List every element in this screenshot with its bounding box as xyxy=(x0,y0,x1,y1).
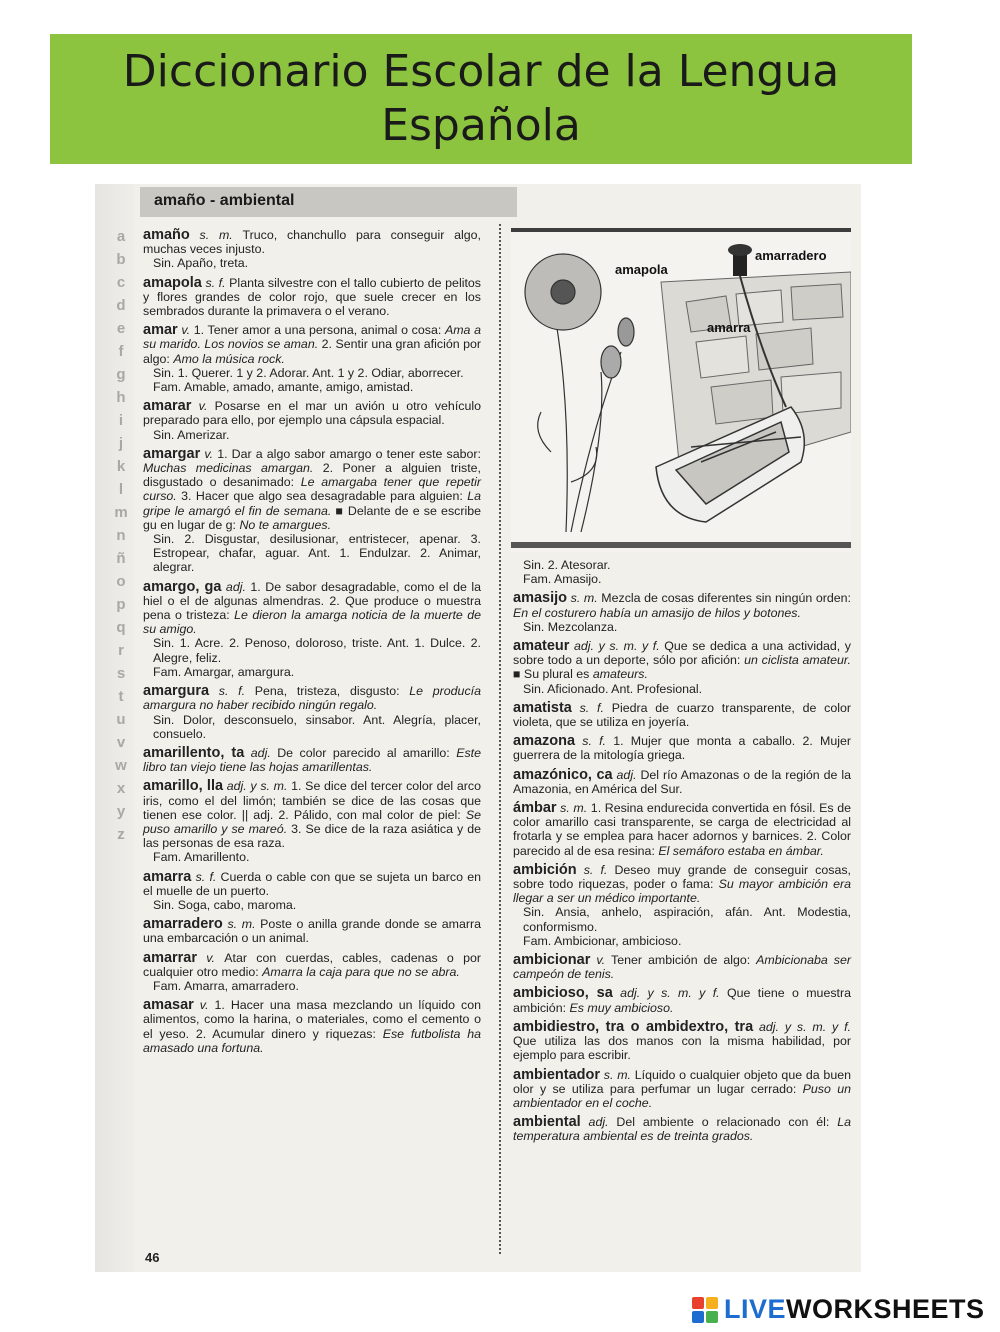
entry-example: amateurs. xyxy=(592,667,648,682)
left-column xyxy=(143,228,481,1060)
entry-definition: Que se dedica a una actividad, y sobre todo a un deporte, sólo por afición: xyxy=(513,639,851,668)
entry-grammar: v. xyxy=(200,446,218,461)
entry-grammar: adj. y s. m. y f. xyxy=(569,639,665,654)
entry-headword: ambicionar xyxy=(513,952,591,969)
dictionary-entry xyxy=(143,870,481,913)
entry-headword: ambidiestro, tra o ambidextro, tra xyxy=(513,1018,754,1035)
entry-note: Sin. Dolor, desconsuelo, sinsabor. Ant. Alegría, placer, consuelo. xyxy=(153,712,481,741)
entry-grammar: s. m. xyxy=(222,917,261,932)
dictionary-entry xyxy=(143,746,481,774)
entry-example: La gripe le amargó el fin de semana. xyxy=(143,489,481,518)
illustration xyxy=(511,228,851,552)
entry-note: Fam. Amasijo. xyxy=(523,572,602,587)
thumb-index-letter: i xyxy=(118,412,124,429)
thumb-index-letter: r xyxy=(118,642,124,659)
entry-grammar: s. m. xyxy=(600,1067,635,1082)
entry-example: En el costurero había un amasijo de hilos y botones. xyxy=(513,605,801,620)
entry-headword: amasijo xyxy=(513,590,567,607)
entry-grammar: adj. xyxy=(580,1115,617,1130)
thumb-index-letter: z xyxy=(117,826,125,843)
entry-grammar: adj. y s. m. y f. xyxy=(612,986,727,1001)
entry-grammar: v. xyxy=(193,998,215,1013)
entry-definition: 2. Poner a alguien triste, disgustado o desanimado: xyxy=(143,461,481,490)
dictionary-entry xyxy=(143,779,481,864)
entry-definition: ■ Delante de e se escribe gu en lugar de g: xyxy=(143,503,481,532)
entry-headword: amazona xyxy=(513,733,576,750)
entry-definition: Cuerda o cable con que se sujeta un barco en el muelle de un puerto. xyxy=(143,869,481,898)
dictionary-entry xyxy=(513,768,851,796)
entry-grammar: v. xyxy=(177,323,194,338)
thumb-index xyxy=(109,228,133,849)
entry-example: un ciclista amateur. xyxy=(744,653,851,668)
entry-example: Es muy ambicioso. xyxy=(569,1000,674,1015)
entry-headword: amapola xyxy=(143,274,202,291)
logo-icon xyxy=(692,1297,718,1323)
entry-definition: 1. Resina endurecida convertida en fósil. Es de color amarillo casi transparente, se carga de electricidad al frotarla y se emplea para hacer adornos y barnices. 2. Color parecido al de esa resina: xyxy=(513,801,852,858)
entry-definition: Posarse en el mar un avión u otro vehículo preparado para ello, por ejemplo una cápsula espacial. xyxy=(143,399,481,428)
entry-headword: amarillo, lla xyxy=(143,778,224,795)
entry-grammar: v. xyxy=(191,399,215,414)
entry-headword: ambición xyxy=(513,861,577,878)
thumb-index-letter: w xyxy=(115,757,127,774)
entry-grammar: v. xyxy=(197,950,225,965)
dictionary-entry xyxy=(143,951,481,994)
entry-definition: Líquido o cualquier objeto que da buen olor y se utiliza para perfumar un lugar cerrado: xyxy=(513,1067,851,1096)
entry-example: Puso un ambientador en el coche. xyxy=(513,1081,851,1110)
dictionary-entry xyxy=(513,591,851,634)
dictionary-page-scan xyxy=(95,184,861,1272)
entry-headword: amargar xyxy=(143,445,201,462)
running-header-text: amaño - ambiental xyxy=(154,192,295,209)
entry-definition: Truco, chanchullo para conseguir algo, muchas veces injusto. xyxy=(143,228,481,257)
entry-note: Sin. Aficionado. Ant. Profesional. xyxy=(523,681,703,696)
amapola-drawing xyxy=(525,254,634,532)
entry-example: Le amargaba tener que repetir curso. xyxy=(143,475,481,504)
entry-grammar: s. f. xyxy=(201,275,230,290)
entry-headword: ambicioso, sa xyxy=(513,985,613,1002)
dictionary-entry xyxy=(143,998,481,1055)
thumb-index-letter: s xyxy=(116,665,126,682)
entry-example: Ambicionaba ser campeón de tenis. xyxy=(513,953,851,982)
entry-definition: 1. Tener amor a una persona, animal o cosa: xyxy=(193,323,445,338)
entry-grammar: adj. xyxy=(612,767,641,782)
thumb-index-letter: y xyxy=(116,803,126,820)
entry-definition: Atar con cuerdas, cables, cadenas o por cualquier otro medio: xyxy=(143,950,481,979)
thumb-index-letter: c xyxy=(116,274,126,291)
entry-headword: amaño xyxy=(143,227,190,243)
entry-definition: Poste o anilla grande donde se amarra una embarcación o un animal. xyxy=(143,917,481,946)
entry-note: Fam. Amable, amado, amante, amigo, amistad. xyxy=(153,380,414,395)
entry-headword: amarar xyxy=(143,398,192,415)
entry-definition: Que tiene o muestra ambición: xyxy=(513,986,851,1015)
entry-headword: amateur xyxy=(513,638,570,655)
entry-note: Fam. Ambicionar, ambicioso. xyxy=(523,933,682,948)
logo-text: LIVEWORKSHEETS xyxy=(724,1294,985,1324)
entry-definition: Del ambiente o relacionado con él: xyxy=(616,1115,838,1130)
label-amarra: amarra xyxy=(707,320,751,335)
dictionary-entry xyxy=(513,639,851,696)
entry-example: Ama a su marido. Los novios se aman. xyxy=(143,323,482,352)
thumb-index-letter: m xyxy=(114,504,128,521)
entry-definition: De color parecido al amarillo: xyxy=(277,745,457,760)
page-number: 46 xyxy=(145,1250,160,1265)
entry-example: Se puso amarillo y se mareó. xyxy=(143,807,481,836)
dictionary-entry xyxy=(513,953,851,981)
dictionary-entry xyxy=(513,1068,851,1111)
entry-example: Ese futbolista ha amasado una fortuna. xyxy=(143,1026,481,1055)
entry-headword: amarillento, ta xyxy=(143,744,245,761)
entry-definition: Piedra de cuarzo transparente, de color violeta, que se utiliza en joyería. xyxy=(513,700,851,730)
entry-definition: 1. Hacer una masa mezclando un líquido con alimentos, como la harina, o materiales, como el cemento o el yeso. 2. Acumular dinero y riquezas: xyxy=(143,998,481,1041)
page-title: Diccionario Escolar de la Lengua Española xyxy=(122,46,840,151)
entry-grammar: s. f. xyxy=(191,869,221,884)
entry-grammar: s. f. xyxy=(575,734,614,749)
thumb-index-letter: h xyxy=(116,389,126,406)
dictionary-entry xyxy=(143,684,481,741)
entry-grammar: adj. y s. m. y f. xyxy=(753,1019,851,1034)
entry-definition: 1. Dar a algo sabor amargo o tener este sabor: xyxy=(217,446,481,461)
dictionary-entry xyxy=(143,447,481,575)
thumb-index-letter: b xyxy=(116,251,126,268)
entry-note: Fam. Amarra, amarradero. xyxy=(153,978,299,993)
thumb-index-letter: x xyxy=(116,780,126,797)
dictionary-entry xyxy=(143,917,481,945)
entry-example: Amarra la caja para que no se abra. xyxy=(262,964,460,979)
entry-definition: Mezcla de cosas diferentes sin ningún orden: xyxy=(601,591,852,606)
entry-definition: Deseo muy grande de conseguir cosas, sobre todo riquezas, poder o fama: xyxy=(513,862,851,892)
thumb-index-letter: l xyxy=(118,481,124,498)
entry-headword: amar xyxy=(143,322,178,339)
thumb-index-letter: e xyxy=(116,320,126,337)
entry-definition: 3. Hacer que algo sea desagradable para alguien: xyxy=(176,489,468,504)
running-header xyxy=(140,187,517,217)
thumb-index-letter: q xyxy=(116,619,126,636)
entry-definition: Del río Amazonas o de la región de la Amazonia, en América del Sur. xyxy=(513,767,851,796)
entry-grammar: v. xyxy=(590,953,612,968)
dictionary-entry xyxy=(513,701,851,729)
dictionary-entry xyxy=(513,863,851,948)
thumb-index-letter: f xyxy=(118,343,124,360)
entry-grammar: s. f. xyxy=(209,684,255,699)
entry-headword: amarra xyxy=(143,868,192,885)
dictionary-entry xyxy=(513,734,851,762)
entry-headword: amargura xyxy=(143,683,210,700)
thumb-index-letter: ñ xyxy=(116,550,126,567)
entry-example: Muchas medicinas amargan. xyxy=(143,461,314,476)
entry-definition: 3. Se dice de la raza asiática y de las personas de esa raza. xyxy=(143,821,481,851)
entry-headword: ambiental xyxy=(513,1114,581,1131)
entry-grammar: s. m. xyxy=(567,591,602,606)
entry-example: El semáforo estaba en ámbar. xyxy=(658,843,824,858)
thumb-index-letter: p xyxy=(116,596,126,613)
dictionary-entry xyxy=(513,558,851,586)
entry-note: Sin. 2. Disgustar, desilusionar, entristecer, apenar. 3. Estropear, chafar, aguar. Ant. 1. Endulzar. 2. Animar, alegrar. xyxy=(153,532,481,575)
dictionary-entry xyxy=(143,228,481,271)
dictionary-entry xyxy=(143,323,481,394)
entry-note: Fam. Amarillento. xyxy=(153,850,250,865)
entry-definition: Tener ambición de algo: xyxy=(611,953,757,968)
entry-note: Sin. 2. Atesorar. xyxy=(523,558,611,572)
entry-headword: amarrar xyxy=(143,949,198,966)
entry-example: No te amargues. xyxy=(239,517,332,532)
liveworksheets-logo[interactable] xyxy=(692,1294,985,1325)
entry-grammar: s. m. xyxy=(556,801,591,816)
dictionary-entry xyxy=(143,399,481,442)
entry-headword: amazónico, ca xyxy=(513,766,613,783)
entry-grammar: adj. xyxy=(221,579,251,594)
entry-definition: 1. Mujer que monta a caballo. 2. Mujer guerrera de la mitología griega. xyxy=(513,734,851,763)
entry-headword: amargo, ga xyxy=(143,578,222,595)
dictionary-entry xyxy=(513,1020,851,1063)
illustration-drawing xyxy=(511,232,851,546)
thumb-index-letter: g xyxy=(116,366,126,383)
entry-definition: Pena, tristeza, disgusto: xyxy=(254,684,410,699)
dictionary-entry xyxy=(513,801,851,858)
entry-note: Sin. 1. Acre. 2. Penoso, doloroso, triste. Ant. 1. Dulce. 2. Alegre, feliz. xyxy=(153,636,481,665)
entry-grammar: s. m. xyxy=(189,228,243,242)
entry-headword: ambientador xyxy=(513,1066,601,1083)
entry-definition: 1. De sabor desagradable, como el de la hiel o el de algunas almendras. 2. Que produce o muestra pena o tristeza: xyxy=(143,579,481,623)
entry-example: Le dieron la amarga noticia de la muerte de su amigo. xyxy=(143,608,481,637)
entry-grammar: adj. xyxy=(244,745,278,760)
entry-example: La temperatura ambiental es de treinta grados. xyxy=(513,1115,851,1144)
entry-definition: ■ Su plural es xyxy=(513,667,593,682)
entry-grammar: s. f. xyxy=(576,862,615,877)
entry-example: Le producía amargura no haber recibido ningún regalo. xyxy=(143,684,481,713)
thumb-index-letter: d xyxy=(116,297,126,314)
entry-example: Amo la música rock. xyxy=(173,351,285,366)
thumb-index-letter: o xyxy=(116,573,126,590)
title-banner xyxy=(50,34,912,164)
entry-headword: amatista xyxy=(513,699,572,716)
label-amapola: amapola xyxy=(615,262,668,277)
entry-note: Sin. Amerizar. xyxy=(153,427,230,442)
entry-grammar: adj. y s. m. xyxy=(223,779,292,794)
dictionary-entry xyxy=(513,1115,851,1143)
dictionary-entry xyxy=(143,276,481,319)
dictionary-entry xyxy=(143,580,481,679)
illustration-frame-bottom xyxy=(511,542,851,548)
entry-example: Este libro tan viejo tiene las hojas amarillentas. xyxy=(143,745,481,775)
entry-headword: amarradero xyxy=(143,916,223,933)
entry-grammar: s. f. xyxy=(571,700,612,715)
thumb-index-letter: u xyxy=(116,711,126,728)
thumb-index-letter: n xyxy=(116,527,126,544)
dictionary-entry xyxy=(513,986,851,1014)
entry-definition: Planta silvestre con el tallo cubierto de pelitos y flores grandes de color rojo, que suele crecer en los sembrados durante la primavera o el verano. xyxy=(143,275,481,319)
entry-note: Sin. Apaño, treta. xyxy=(153,256,249,271)
entry-example: Su mayor ambición era llegar a ser un médico importante. xyxy=(513,877,851,906)
entry-definition: 1. Se dice del tercer color del arco iris, como el del limón; también se dice de las cosas que tienen ese color. || adj. 2. Pálido, con mal color de piel: xyxy=(143,779,481,822)
entry-note: Sin. Mezcolanza. xyxy=(523,619,618,634)
entry-definition: Que utiliza las dos manos con la misma habilidad, por ejemplo para escribir. xyxy=(513,1034,851,1063)
thumb-index-letter: j xyxy=(118,435,124,452)
column-divider xyxy=(499,224,501,1254)
entry-definition: 2. Sentir una gran afición por algo: xyxy=(143,337,481,366)
entry-headword: ámbar xyxy=(513,800,557,817)
entry-headword: amasar xyxy=(143,997,194,1014)
right-column xyxy=(513,558,851,1149)
entry-note: Sin. Soga, cabo, maroma. xyxy=(153,897,297,912)
entry-note: Sin. 1. Querer. 1 y 2. Adorar. Ant. 1 y 2. Odiar, aborrecer. xyxy=(153,365,464,380)
entry-note: Fam. Amargar, amargura. xyxy=(153,664,295,679)
entry-note: Sin. Ansia, anhelo, aspiración, afán. Ant. Modestia, conformismo. xyxy=(523,905,851,934)
thumb-index-letter: v xyxy=(116,734,126,751)
thumb-index-letter: a xyxy=(116,228,126,245)
thumb-index-letter: t xyxy=(118,688,124,705)
thumb-index-letter: k xyxy=(116,458,126,475)
label-amarradero: amarradero xyxy=(755,248,827,263)
